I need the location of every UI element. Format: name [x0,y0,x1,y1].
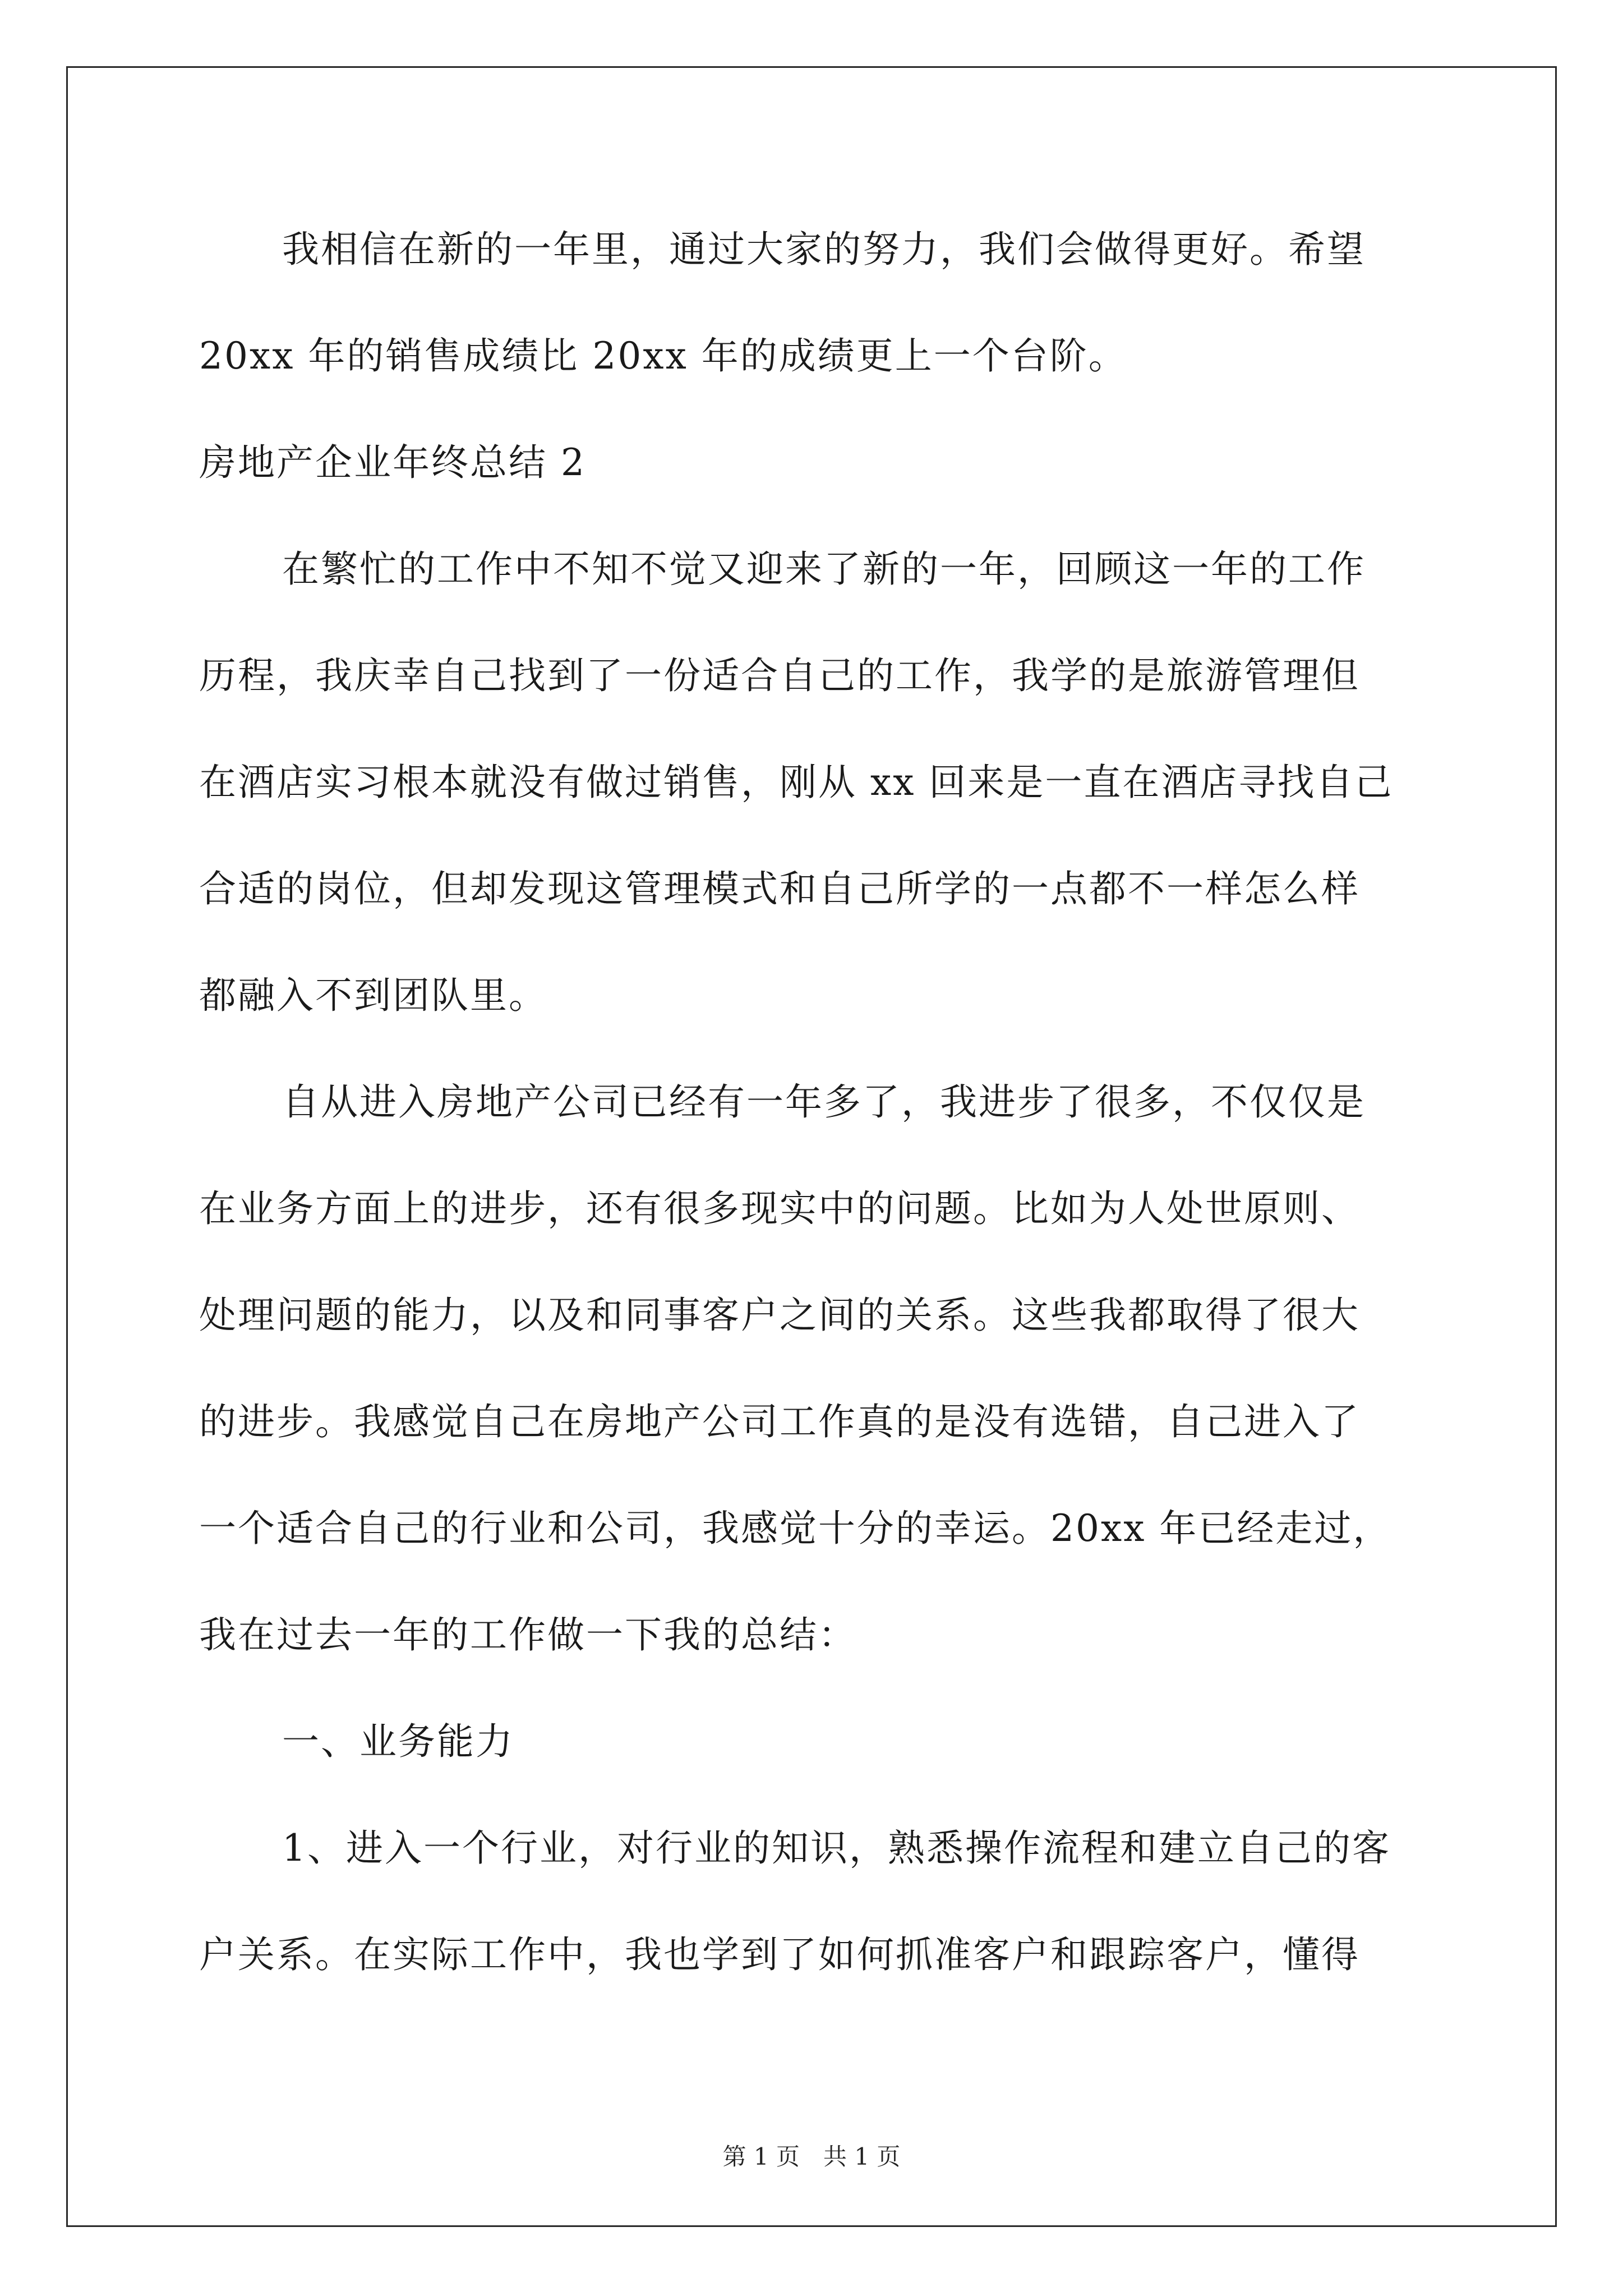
paragraph-line: 1、进入一个行业，对行业的知识，熟悉操作流程和建立自己的客 [282,1826,1391,1870]
paragraph-line: 在繁忙的工作中不知不觉又迎来了新的一年，回顾这一年的工作 [282,547,1366,591]
paragraph-line: 我相信在新的一年里，通过大家的努力，我们会做得更好。希望 [282,228,1366,271]
paragraph-line: 合适的岗位，但却发现这管理模式和自己所学的一点都不一样怎么样 [199,867,1360,910]
paragraph-line: 都融入不到团队里。 [199,974,547,1017]
paragraph-line: 历程，我庆幸自己找到了一份适合自己的工作，我学的是旅游管理但 [199,654,1360,697]
paragraph-line: 的进步。我感觉自己在房地产公司工作真的是没有选错，自己进入了 [199,1400,1360,1443]
paragraph-line: 一个适合自己的行业和公司，我感觉十分的幸运。20xx 年已经走过， [199,1507,1392,1550]
subsection-heading: 一、业务能力 [282,1720,514,1763]
paragraph-line: 20xx 年的销售成绩比 20xx 年的成绩更上一个台阶。 [199,334,1127,378]
page-number-footer: 第 1 页 共 1 页 [722,2143,901,2170]
page-border [66,66,1557,2227]
section-heading: 房地产企业年终总结 2 [199,441,586,484]
paragraph-line: 在业务方面上的进步，还有很多现实中的问题。比如为人处世原则、 [199,1187,1360,1230]
paragraph-line: 自从进入房地产公司已经有一年多了，我进步了很多，不仅仅是 [282,1080,1366,1124]
paragraph-line: 处理问题的能力，以及和同事客户之间的关系。这些我都取得了很大 [199,1294,1360,1337]
paragraph-line: 户关系。在实际工作中，我也学到了如何抓准客户和跟踪客户，懂得 [199,1933,1360,1976]
paragraph-line: 我在过去一年的工作做一下我的总结： [199,1613,857,1657]
paragraph-line: 在酒店实习根本就没有做过销售，刚从 xx 回来是一直在酒店寻找自己 [199,761,1394,804]
